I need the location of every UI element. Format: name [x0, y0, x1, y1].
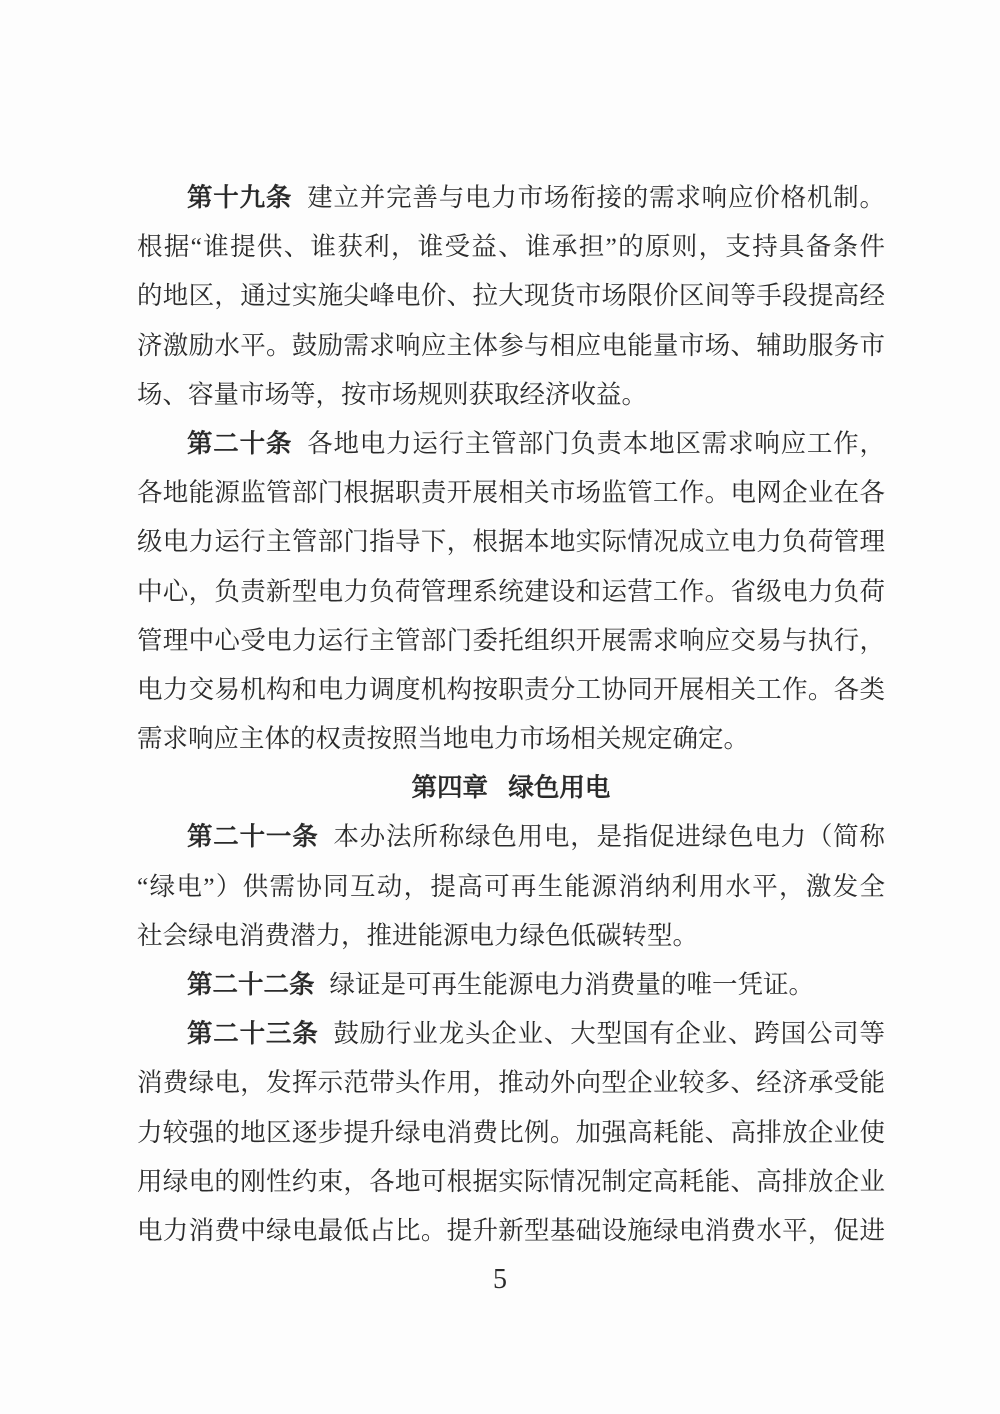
- document-body: [137, 173, 885, 1255]
- body-text: 消费绿电，发挥示范带头作用，推动外向型企业较多、经济承受能: [137, 1068, 885, 1098]
- text-line: [137, 1009, 885, 1058]
- body-text: 各地能源监管部门根据职责开展相关市场监管工作。电网企业在各: [137, 478, 885, 508]
- text-line: [137, 1058, 885, 1107]
- text-line: [137, 714, 885, 763]
- text-line: [137, 222, 885, 271]
- body-text: 建立并完善与电力市场衔接的需求响应价格机制。: [307, 183, 885, 212]
- text-line: [137, 1108, 885, 1157]
- text-line: [137, 665, 885, 714]
- text-line: [137, 468, 885, 517]
- body-text: 本办法所称绿色用电，是指促进绿色电力（简称: [333, 822, 885, 852]
- text-line: [137, 173, 885, 222]
- text-line: [137, 812, 885, 861]
- body-text: 电力交易机构和电力调度机构按职责分工协同开展相关工作。各类: [137, 674, 885, 704]
- text-line: [137, 616, 885, 665]
- article-number: 第二十三条: [187, 1019, 319, 1049]
- body-text: 根据“谁提供、谁获利，谁受益、谁承担”的原则，支持具备条件: [137, 232, 885, 262]
- body-text: 需求响应主体的权责按照当地电力市场相关规定确定。: [137, 724, 750, 754]
- text-line: [137, 960, 885, 1009]
- body-text: 社会绿电消费潜力，推进能源电力绿色低碳转型。: [137, 920, 699, 950]
- body-text: 管理中心受电力运行主管部门委托组织开展需求响应交易与执行，: [137, 625, 885, 655]
- body-text: 场、容量市场等，按市场规则获取经济收益。: [137, 379, 648, 409]
- text-line: [137, 419, 885, 468]
- article-number: 第二十一条: [187, 822, 319, 852]
- body-text: “绿电”）供需协同互动，提高可再生能源消纳利用水平，激发全: [137, 871, 885, 901]
- body-text: 中心，负责新型电力负荷管理系统建设和运营工作。省级电力负荷: [137, 576, 885, 606]
- body-text: 级电力运行主管部门指导下，根据本地实际情况成立电力负荷管理: [137, 527, 885, 557]
- body-text: 各地电力运行主管部门负责本地区需求响应工作，: [307, 428, 885, 458]
- text-line: [137, 567, 885, 616]
- body-text: 用绿电的刚性约束，各地可根据实际情况制定高耗能、高排放企业: [137, 1166, 885, 1196]
- body-text: 济激励水平。鼓励需求响应主体参与相应电能量市场、辅助服务市: [137, 330, 885, 360]
- text-line: [137, 321, 885, 370]
- page-number: 5: [493, 1264, 507, 1295]
- body-text: 电力消费中绿电最低占比。提升新型基础设施绿电消费水平，促进: [137, 1215, 885, 1245]
- article-number: 第二十二条: [187, 970, 315, 999]
- article-number: 第二十条: [187, 428, 293, 458]
- body-text: 力较强的地区逐步提升绿电消费比例。加强高耗能、高排放企业使: [137, 1117, 885, 1147]
- body-text: 绿证是可再生能源电力消费量的唯一凭证。: [329, 970, 815, 999]
- article-number: 第十九条: [187, 183, 293, 212]
- text-line: [137, 1206, 885, 1255]
- text-line: [137, 911, 885, 960]
- text-line: [137, 1157, 885, 1206]
- text-line: [137, 370, 885, 419]
- chapter-heading: 第四章 绿色用电: [411, 773, 611, 803]
- text-line: [137, 862, 885, 911]
- text-line: [137, 271, 885, 320]
- body-text: 鼓励行业龙头企业、大型国有企业、跨国公司等: [333, 1019, 885, 1049]
- body-text: 的地区，通过实施尖峰电价、拉大现货市场限价区间等手段提高经: [137, 281, 885, 311]
- text-line: [137, 517, 885, 566]
